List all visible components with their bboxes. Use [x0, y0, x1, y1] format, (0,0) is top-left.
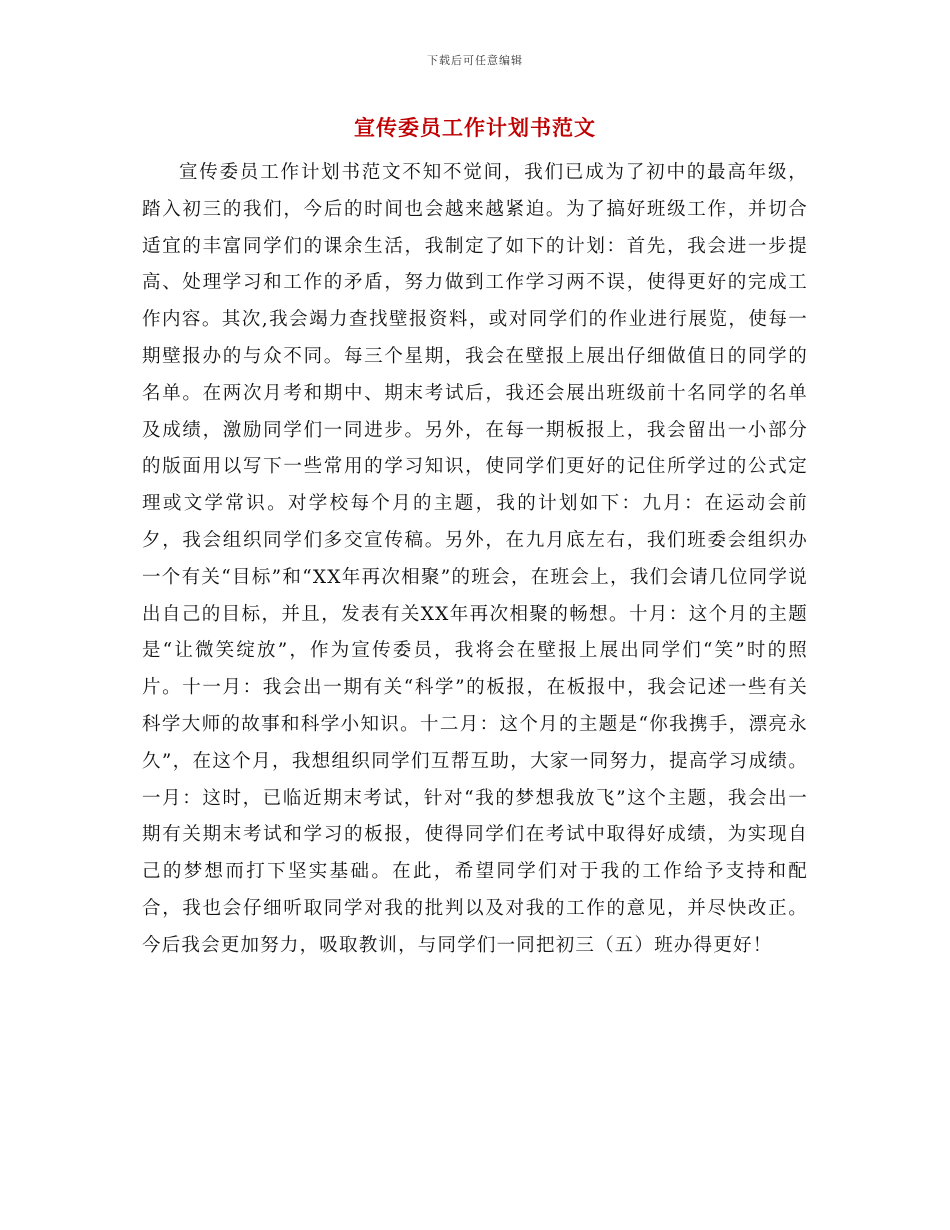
- document-title: 宣传委员工作计划书范文: [354, 115, 596, 140]
- header-note: 下载后可任意编辑: [427, 54, 523, 67]
- body-paragraph: 宣传委员工作计划书范文不知不觉间，我们已成为了初中的最高年级，踏入初三的我们，今后的时间也会越来越紧迫。为了搞好班级工作，并切合适宜的丰富同学们的课余生活，我制定了如下的计划：首先，我会进一步提高、处理学习和工作的矛盾，努力做到工作学习两不误，使得更好的完成工作内容。其次,我会竭力查找壁报资料，或对同学们的作业进行展览，使每一期壁报办的与众不同。每三个星期，我会在壁报上展出仔细做值日的同学的名单。在两次月考和期中、期末考试后，我还会展出班级前十名同学的名单及成绩，激励同学们一同进步。另外，在每一期板报上，我会留出一小部分的版面用以写下一些常用的学习知识，使同学们更好的记住所学过的公式定理或文学常识。对学校每个月的主题，我的计划如下：九月：在运动会前夕，我会组织同学们多交宣传稿。另外，在九月底左右，我们班委会组织办一个有关“目标”和“XX年再次相聚”的班会，在班会上，我们会请几位同学说出自己的目标，并且，发表有关XX年再次相聚的畅想。十月：这个月的主题是“让微笑绽放”，作为宣传委员，我将会在壁报上展出同学们“笑”时的照片。十一月：我会出一期有关“科学”的板报，在板报中，我会记述一些有关科学大师的故事和科学小知识。十二月：这个月的主题是“你我携手，漂亮永久”，在这个月，我想组织同学们互帮互助，大家一同努力，提高学习成绩。一月：这时，已临近期末考试，针对“我的梦想我放飞”这个主题，我会出一期有关期末考试和学习的板报，使得同学们在考试中取得好成绩，为实现自己的梦想而打下坚实基础。在此，希望同学们对于我的工作给予支持和配合，我也会仔细听取同学对我的批判以及对我的工作的意见，并尽快改正。今后我会更加努力，吸取教训，与同学们一同把初三（五）班办得更好！: [142, 162, 808, 956]
